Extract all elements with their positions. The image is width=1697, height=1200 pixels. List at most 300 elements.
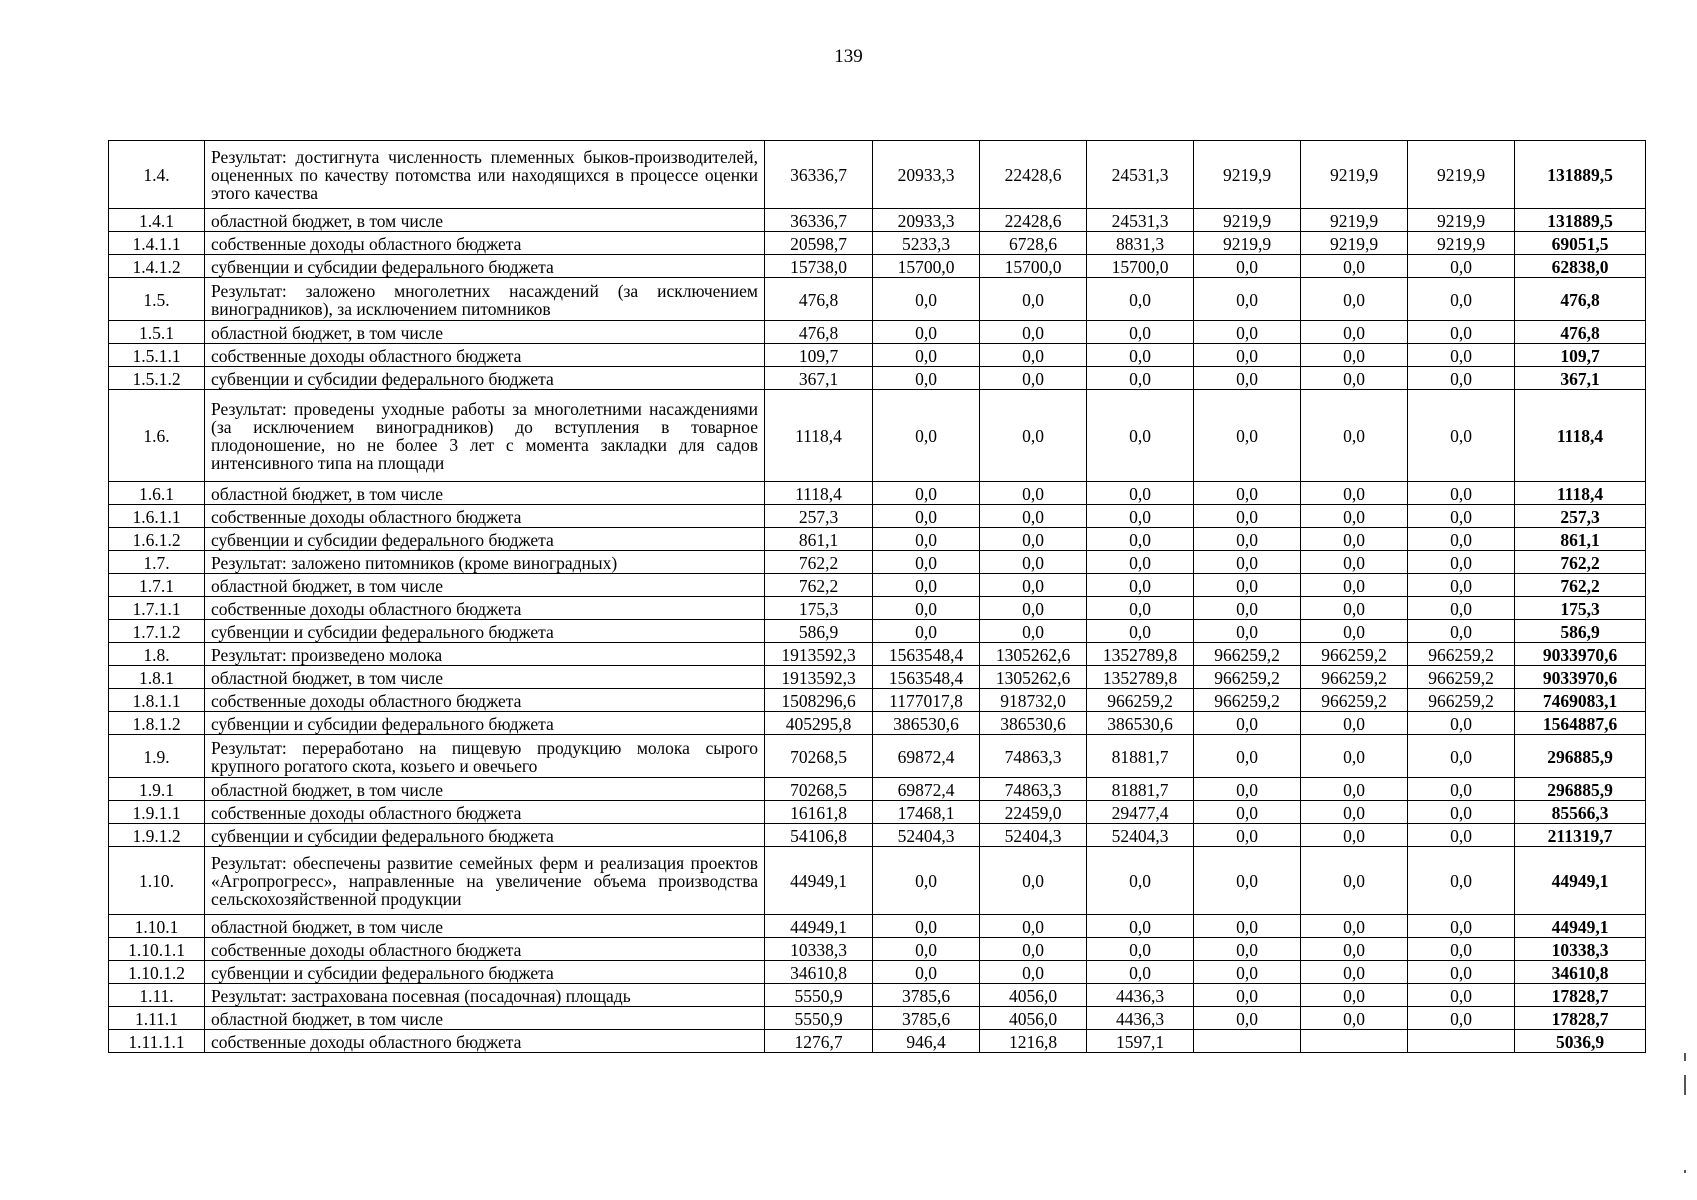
row-description: собственные доходы областного бюджета: [205, 938, 765, 961]
value-cell: 0,0: [1194, 367, 1301, 390]
row-number: 1.4.1: [109, 209, 205, 232]
value-cell: 0,0: [1301, 938, 1408, 961]
total-cell: 62838,0: [1515, 255, 1646, 278]
table-row: [109, 505, 1646, 528]
row-number: 1.4.1.1: [109, 232, 205, 255]
total-cell: 10338,3: [1515, 938, 1646, 961]
value-cell: [1408, 1030, 1515, 1053]
value-cell: 0,0: [873, 482, 980, 505]
value-cell: 0,0: [980, 528, 1087, 551]
total-cell: 175,3: [1515, 597, 1646, 620]
row-number: 1.8.1.2: [109, 712, 205, 735]
value-cell: 0,0: [1301, 278, 1408, 321]
value-cell: 9219,9: [1301, 232, 1408, 255]
table-row: [109, 712, 1646, 735]
value-cell: 0,0: [1408, 847, 1515, 915]
value-cell: 0,0: [980, 620, 1087, 643]
table-row: [109, 984, 1646, 1007]
row-description: Результат: обеспечены развитие семейных ферм и реализация проектов «Агропрогресс», направленные на увеличение объема производства сельскохозяйственной продукции: [205, 847, 765, 915]
value-cell: 4436,3: [1087, 984, 1194, 1007]
total-cell: 367,1: [1515, 367, 1646, 390]
value-cell: 0,0: [873, 528, 980, 551]
row-description: Результат: достигнута численность племенных быков-производителей, оцененных по качеству потомства или находящихся в процессе оценки этого качества: [205, 141, 765, 209]
value-cell: 4436,3: [1087, 1007, 1194, 1030]
value-cell: 0,0: [1408, 505, 1515, 528]
value-cell: 0,0: [1301, 574, 1408, 597]
edge-mark-1: [1684, 1053, 1686, 1061]
value-cell: 0,0: [1194, 735, 1301, 778]
value-cell: 0,0: [980, 597, 1087, 620]
value-cell: 0,0: [1408, 778, 1515, 801]
value-cell: 946,4: [873, 1030, 980, 1053]
value-cell: 0,0: [1301, 597, 1408, 620]
value-cell: 966259,2: [1408, 643, 1515, 666]
total-cell: 7469083,1: [1515, 689, 1646, 712]
table-row: [109, 915, 1646, 938]
value-cell: 0,0: [1194, 620, 1301, 643]
row-description: областной бюджет, в том числе: [205, 574, 765, 597]
value-cell: 966259,2: [1301, 689, 1408, 712]
total-cell: 131889,5: [1515, 209, 1646, 232]
value-cell: 44949,1: [765, 847, 873, 915]
value-cell: 0,0: [873, 390, 980, 482]
row-number: 1.11.: [109, 984, 205, 1007]
total-cell: 257,3: [1515, 505, 1646, 528]
value-cell: 0,0: [1301, 778, 1408, 801]
row-number: 1.9.1.1: [109, 801, 205, 824]
value-cell: [1194, 1030, 1301, 1053]
total-cell: 1118,4: [1515, 390, 1646, 482]
edge-mark-3: [1684, 1170, 1686, 1173]
value-cell: 22428,6: [980, 209, 1087, 232]
value-cell: 0,0: [1408, 984, 1515, 1007]
row-number: 1.10.1.2: [109, 961, 205, 984]
value-cell: 0,0: [1194, 505, 1301, 528]
row-description: субвенции и субсидии федерального бюджета: [205, 620, 765, 643]
value-cell: 0,0: [1408, 1007, 1515, 1030]
value-cell: 0,0: [1408, 278, 1515, 321]
value-cell: 15700,0: [873, 255, 980, 278]
row-description: субвенции и субсидии федерального бюджета: [205, 255, 765, 278]
row-description: Результат: заложено многолетних насаждений (за исключением виноградников), за исключением питомников: [205, 278, 765, 321]
row-number: 1.8.: [109, 643, 205, 666]
value-cell: 0,0: [1087, 847, 1194, 915]
value-cell: 1913592,3: [765, 666, 873, 689]
value-cell: 0,0: [1194, 984, 1301, 1007]
value-cell: 0,0: [1301, 961, 1408, 984]
value-cell: 0,0: [1408, 735, 1515, 778]
value-cell: 966259,2: [1301, 643, 1408, 666]
value-cell: 0,0: [1408, 255, 1515, 278]
value-cell: 3785,6: [873, 1007, 980, 1030]
table-row: [109, 643, 1646, 666]
value-cell: 476,8: [765, 321, 873, 344]
total-cell: 9033970,6: [1515, 666, 1646, 689]
row-number: 1.7.1.1: [109, 597, 205, 620]
value-cell: 0,0: [1194, 847, 1301, 915]
value-cell: 0,0: [1194, 915, 1301, 938]
row-number: 1.9.1: [109, 778, 205, 801]
row-number: 1.5.1.1: [109, 344, 205, 367]
value-cell: 0,0: [1301, 344, 1408, 367]
value-cell: 586,9: [765, 620, 873, 643]
edge-mark-2: [1684, 1075, 1686, 1095]
row-number: 1.5.1.2: [109, 367, 205, 390]
value-cell: 0,0: [1194, 574, 1301, 597]
value-cell: 0,0: [1087, 278, 1194, 321]
value-cell: 0,0: [1087, 574, 1194, 597]
value-cell: 0,0: [1087, 961, 1194, 984]
table-row: [109, 321, 1646, 344]
value-cell: 0,0: [1194, 961, 1301, 984]
value-cell: 29477,4: [1087, 801, 1194, 824]
value-cell: 0,0: [873, 915, 980, 938]
table-row: [109, 961, 1646, 984]
value-cell: 0,0: [1408, 824, 1515, 847]
page-number: 139: [834, 46, 863, 67]
row-description: субвенции и субсидии федерального бюджета: [205, 961, 765, 984]
row-number: 1.10.: [109, 847, 205, 915]
value-cell: 0,0: [1408, 961, 1515, 984]
value-cell: 386530,6: [873, 712, 980, 735]
value-cell: 24531,3: [1087, 141, 1194, 209]
value-cell: 0,0: [1087, 528, 1194, 551]
value-cell: 0,0: [1301, 390, 1408, 482]
value-cell: 386530,6: [980, 712, 1087, 735]
value-cell: 0,0: [1301, 801, 1408, 824]
table-row: [109, 597, 1646, 620]
budget-table: [108, 140, 1646, 1053]
value-cell: 0,0: [873, 367, 980, 390]
row-description: Результат: произведено молока: [205, 643, 765, 666]
value-cell: 0,0: [1301, 847, 1408, 915]
total-cell: 44949,1: [1515, 915, 1646, 938]
value-cell: [1301, 1030, 1408, 1053]
value-cell: 966259,2: [1301, 666, 1408, 689]
total-cell: 1564887,6: [1515, 712, 1646, 735]
row-description: собственные доходы областного бюджета: [205, 1030, 765, 1053]
value-cell: 1597,1: [1087, 1030, 1194, 1053]
value-cell: 15700,0: [1087, 255, 1194, 278]
value-cell: 0,0: [873, 847, 980, 915]
value-cell: 0,0: [1301, 712, 1408, 735]
value-cell: 5550,9: [765, 1007, 873, 1030]
value-cell: 0,0: [1087, 551, 1194, 574]
value-cell: 966259,2: [1194, 689, 1301, 712]
value-cell: 0,0: [1194, 551, 1301, 574]
value-cell: 69872,4: [873, 735, 980, 778]
total-cell: 476,8: [1515, 321, 1646, 344]
row-number: 1.7.1.2: [109, 620, 205, 643]
value-cell: 0,0: [873, 620, 980, 643]
row-number: 1.8.1: [109, 666, 205, 689]
value-cell: 0,0: [980, 390, 1087, 482]
value-cell: 0,0: [1194, 778, 1301, 801]
value-cell: 0,0: [1301, 528, 1408, 551]
table-row: [109, 141, 1646, 209]
value-cell: 34610,8: [765, 961, 873, 984]
value-cell: 0,0: [1087, 321, 1194, 344]
row-number: 1.6.1: [109, 482, 205, 505]
value-cell: 0,0: [1301, 620, 1408, 643]
total-cell: 17828,7: [1515, 984, 1646, 1007]
value-cell: 1352789,8: [1087, 666, 1194, 689]
value-cell: 0,0: [980, 915, 1087, 938]
row-number: 1.5.1: [109, 321, 205, 344]
value-cell: 762,2: [765, 551, 873, 574]
value-cell: 0,0: [1408, 620, 1515, 643]
value-cell: 0,0: [873, 278, 980, 321]
value-cell: 367,1: [765, 367, 873, 390]
total-cell: 17828,7: [1515, 1007, 1646, 1030]
value-cell: 0,0: [1194, 938, 1301, 961]
row-description: субвенции и субсидии федерального бюджета: [205, 367, 765, 390]
table-row: [109, 824, 1646, 847]
value-cell: 1563548,4: [873, 643, 980, 666]
value-cell: 0,0: [1408, 367, 1515, 390]
row-description: собственные доходы областного бюджета: [205, 689, 765, 712]
value-cell: 69872,4: [873, 778, 980, 801]
value-cell: 966259,2: [1087, 689, 1194, 712]
value-cell: 0,0: [980, 938, 1087, 961]
value-cell: 0,0: [980, 482, 1087, 505]
value-cell: 0,0: [1301, 984, 1408, 1007]
value-cell: 1276,7: [765, 1030, 873, 1053]
row-description: областной бюджет, в том числе: [205, 778, 765, 801]
row-description: собственные доходы областного бюджета: [205, 344, 765, 367]
value-cell: 918732,0: [980, 689, 1087, 712]
value-cell: 0,0: [1194, 1007, 1301, 1030]
row-description: Результат: переработано на пищевую продукцию молока сырого крупного рогатого скота, козьего и овечьего: [205, 735, 765, 778]
value-cell: 81881,7: [1087, 735, 1194, 778]
value-cell: 0,0: [1194, 255, 1301, 278]
row-number: 1.5.: [109, 278, 205, 321]
value-cell: 0,0: [873, 551, 980, 574]
value-cell: 0,0: [873, 938, 980, 961]
table-row: [109, 278, 1646, 321]
value-cell: 9219,9: [1408, 141, 1515, 209]
value-cell: 0,0: [1408, 482, 1515, 505]
value-cell: 1216,8: [980, 1030, 1087, 1053]
value-cell: 52404,3: [1087, 824, 1194, 847]
table-body: [109, 141, 1646, 1053]
total-cell: 9033970,6: [1515, 643, 1646, 666]
total-cell: 476,8: [1515, 278, 1646, 321]
value-cell: 9219,9: [1194, 209, 1301, 232]
value-cell: 966259,2: [1408, 689, 1515, 712]
value-cell: 20933,3: [873, 209, 980, 232]
value-cell: 0,0: [873, 344, 980, 367]
row-number: 1.9.1.2: [109, 824, 205, 847]
value-cell: 0,0: [1194, 390, 1301, 482]
value-cell: 15738,0: [765, 255, 873, 278]
value-cell: 0,0: [1194, 321, 1301, 344]
value-cell: 9219,9: [1301, 141, 1408, 209]
table-row: [109, 482, 1646, 505]
table-row: [109, 1030, 1646, 1053]
value-cell: 0,0: [1408, 574, 1515, 597]
row-number: 1.8.1.1: [109, 689, 205, 712]
row-number: 1.7.1: [109, 574, 205, 597]
value-cell: 0,0: [1087, 620, 1194, 643]
value-cell: 0,0: [1194, 482, 1301, 505]
value-cell: 0,0: [1301, 367, 1408, 390]
row-description: собственные доходы областного бюджета: [205, 801, 765, 824]
value-cell: 0,0: [1408, 344, 1515, 367]
value-cell: 6728,6: [980, 232, 1087, 255]
value-cell: 44949,1: [765, 915, 873, 938]
table-row: [109, 735, 1646, 778]
value-cell: 17468,1: [873, 801, 980, 824]
table-row: [109, 367, 1646, 390]
row-number: 1.10.1: [109, 915, 205, 938]
value-cell: 109,7: [765, 344, 873, 367]
table-row: [109, 209, 1646, 232]
table-row: [109, 801, 1646, 824]
value-cell: 0,0: [873, 574, 980, 597]
row-description: субвенции и субсидии федерального бюджета: [205, 528, 765, 551]
value-cell: 54106,8: [765, 824, 873, 847]
value-cell: 0,0: [1087, 597, 1194, 620]
row-number: 1.4.: [109, 141, 205, 209]
value-cell: 22428,6: [980, 141, 1087, 209]
value-cell: 52404,3: [980, 824, 1087, 847]
table-row: [109, 1007, 1646, 1030]
value-cell: 81881,7: [1087, 778, 1194, 801]
row-description: областной бюджет, в том числе: [205, 666, 765, 689]
value-cell: 9219,9: [1408, 209, 1515, 232]
value-cell: 0,0: [980, 574, 1087, 597]
value-cell: 1563548,4: [873, 666, 980, 689]
row-number: 1.11.1: [109, 1007, 205, 1030]
table-row: [109, 255, 1646, 278]
total-cell: 762,2: [1515, 574, 1646, 597]
value-cell: 0,0: [1408, 915, 1515, 938]
value-cell: 1305262,6: [980, 666, 1087, 689]
value-cell: 36336,7: [765, 209, 873, 232]
value-cell: 10338,3: [765, 938, 873, 961]
table-row: [109, 551, 1646, 574]
total-cell: 211319,7: [1515, 824, 1646, 847]
row-description: собственные доходы областного бюджета: [205, 232, 765, 255]
value-cell: 0,0: [1194, 528, 1301, 551]
row-number: 1.10.1.1: [109, 938, 205, 961]
value-cell: 0,0: [1301, 551, 1408, 574]
value-cell: 405295,8: [765, 712, 873, 735]
value-cell: 175,3: [765, 597, 873, 620]
value-cell: 74863,3: [980, 778, 1087, 801]
value-cell: 0,0: [980, 505, 1087, 528]
value-cell: 0,0: [1301, 915, 1408, 938]
value-cell: 1352789,8: [1087, 643, 1194, 666]
value-cell: 0,0: [1301, 1007, 1408, 1030]
value-cell: 0,0: [1408, 938, 1515, 961]
value-cell: 0,0: [1194, 344, 1301, 367]
value-cell: 0,0: [980, 847, 1087, 915]
value-cell: 0,0: [1301, 482, 1408, 505]
total-cell: 586,9: [1515, 620, 1646, 643]
value-cell: 0,0: [873, 597, 980, 620]
value-cell: 1913592,3: [765, 643, 873, 666]
value-cell: 0,0: [1194, 712, 1301, 735]
total-cell: 296885,9: [1515, 778, 1646, 801]
value-cell: 966259,2: [1194, 666, 1301, 689]
table-row: [109, 574, 1646, 597]
value-cell: 4056,0: [980, 984, 1087, 1007]
table-row: [109, 938, 1646, 961]
value-cell: 0,0: [1408, 551, 1515, 574]
value-cell: 0,0: [1087, 505, 1194, 528]
value-cell: 0,0: [980, 961, 1087, 984]
value-cell: 1305262,6: [980, 643, 1087, 666]
row-description: субвенции и субсидии федерального бюджета: [205, 824, 765, 847]
value-cell: 0,0: [1408, 390, 1515, 482]
value-cell: 0,0: [1408, 712, 1515, 735]
value-cell: 0,0: [980, 367, 1087, 390]
value-cell: 1508296,6: [765, 689, 873, 712]
row-description: областной бюджет, в том числе: [205, 1007, 765, 1030]
value-cell: 0,0: [1301, 321, 1408, 344]
value-cell: 966259,2: [1408, 666, 1515, 689]
table-row: [109, 847, 1646, 915]
table-row: [109, 689, 1646, 712]
value-cell: 0,0: [873, 961, 980, 984]
table-row: [109, 620, 1646, 643]
row-description: Результат: застрахована посевная (посадочная) площадь: [205, 984, 765, 1007]
value-cell: 0,0: [1087, 938, 1194, 961]
total-cell: 131889,5: [1515, 141, 1646, 209]
value-cell: 15700,0: [980, 255, 1087, 278]
row-number: 1.11.1.1: [109, 1030, 205, 1053]
value-cell: 9219,9: [1301, 209, 1408, 232]
value-cell: 74863,3: [980, 735, 1087, 778]
total-cell: 69051,5: [1515, 232, 1646, 255]
value-cell: 5550,9: [765, 984, 873, 1007]
table-row: [109, 390, 1646, 482]
table-row: [109, 344, 1646, 367]
value-cell: 0,0: [1408, 597, 1515, 620]
value-cell: 0,0: [1087, 367, 1194, 390]
table-row: [109, 666, 1646, 689]
value-cell: 861,1: [765, 528, 873, 551]
value-cell: 70268,5: [765, 735, 873, 778]
value-cell: 0,0: [1194, 597, 1301, 620]
row-description: областной бюджет, в том числе: [205, 321, 765, 344]
row-number: 1.4.1.2: [109, 255, 205, 278]
value-cell: 5233,3: [873, 232, 980, 255]
value-cell: 3785,6: [873, 984, 980, 1007]
total-cell: 85566,3: [1515, 801, 1646, 824]
value-cell: 0,0: [873, 321, 980, 344]
row-number: 1.7.: [109, 551, 205, 574]
value-cell: 24531,3: [1087, 209, 1194, 232]
value-cell: 257,3: [765, 505, 873, 528]
value-cell: 9219,9: [1194, 232, 1301, 255]
value-cell: 0,0: [980, 321, 1087, 344]
value-cell: 0,0: [1194, 278, 1301, 321]
value-cell: 0,0: [980, 551, 1087, 574]
table-row: [109, 232, 1646, 255]
value-cell: 0,0: [1087, 915, 1194, 938]
value-cell: 386530,6: [1087, 712, 1194, 735]
value-cell: 0,0: [1194, 824, 1301, 847]
value-cell: 1177017,8: [873, 689, 980, 712]
total-cell: 109,7: [1515, 344, 1646, 367]
value-cell: 4056,0: [980, 1007, 1087, 1030]
total-cell: 296885,9: [1515, 735, 1646, 778]
value-cell: 0,0: [1087, 344, 1194, 367]
total-cell: 1118,4: [1515, 482, 1646, 505]
